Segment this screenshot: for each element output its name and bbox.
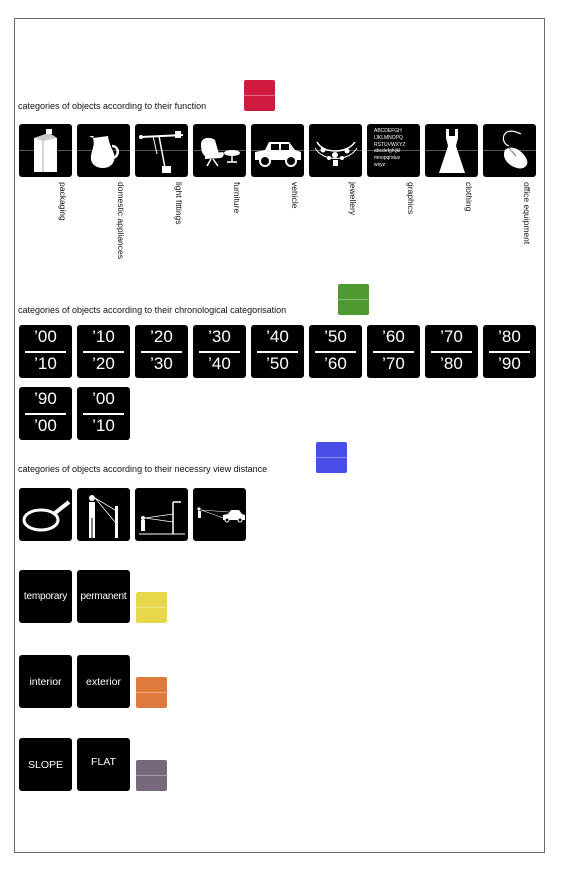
distance-near-tile[interactable] bbox=[77, 488, 130, 541]
person-far-object-icon bbox=[135, 488, 188, 541]
era-from-label: ’10 bbox=[92, 327, 115, 346]
era-to-label: ’40 bbox=[208, 354, 231, 373]
era-to-label: ’60 bbox=[324, 354, 347, 373]
era-tile[interactable] bbox=[77, 325, 130, 378]
interior-label: interior bbox=[29, 675, 62, 688]
clothing-tile[interactable] bbox=[425, 124, 478, 177]
era-from-label: ’40 bbox=[266, 327, 289, 346]
jug-icon bbox=[77, 124, 130, 177]
alphabet-line: IJKLMNOPQ bbox=[374, 134, 403, 141]
light-fittings-tile[interactable] bbox=[135, 124, 188, 177]
era-tile[interactable] bbox=[483, 325, 536, 378]
era-to-label: ’80 bbox=[440, 354, 463, 373]
label-office-equipment: office equipment bbox=[522, 182, 532, 245]
milk-carton-icon bbox=[19, 124, 72, 177]
era-to-label: ’30 bbox=[150, 354, 173, 373]
exterior-label: exterior bbox=[85, 675, 121, 688]
function-heading: categories of objects according to their function bbox=[18, 101, 207, 111]
slope-tile[interactable] bbox=[19, 738, 72, 791]
lounge-chair-icon bbox=[193, 124, 246, 177]
label-domestic-appliances: domestic appliances bbox=[116, 182, 126, 260]
era-to-label: ’00 bbox=[34, 416, 57, 435]
exterior-tile[interactable] bbox=[77, 655, 130, 708]
era-from-label: ’80 bbox=[498, 327, 521, 346]
distance-mid-tile[interactable] bbox=[135, 488, 188, 541]
era-from-label: ’20 bbox=[150, 327, 173, 346]
era-to-label: ’20 bbox=[92, 354, 115, 373]
era-divider bbox=[141, 351, 182, 353]
alphabet-line: abcdefghijkl bbox=[374, 148, 401, 155]
label-jewellery: jewellery bbox=[348, 182, 358, 216]
era-divider bbox=[431, 351, 472, 353]
era-divider bbox=[83, 413, 124, 415]
era-to-label: ’70 bbox=[382, 354, 405, 373]
era-tile[interactable] bbox=[19, 325, 72, 378]
chronology-color-swatch bbox=[338, 284, 369, 315]
era-divider bbox=[199, 351, 240, 353]
packaging-tile[interactable] bbox=[19, 124, 72, 177]
necklace-icon bbox=[309, 124, 362, 177]
graphics-tile[interactable] bbox=[367, 124, 420, 177]
car-far-icon bbox=[193, 488, 246, 541]
furniture-tile[interactable] bbox=[193, 124, 246, 177]
function-color-swatch bbox=[244, 80, 275, 111]
era-divider bbox=[83, 351, 124, 353]
label-graphics: graphics bbox=[406, 182, 416, 215]
surface-color-swatch bbox=[136, 760, 167, 791]
magnifier-icon bbox=[19, 488, 72, 541]
era-divider bbox=[315, 351, 356, 353]
era-from-label: ’30 bbox=[208, 327, 231, 346]
alphabet-line: ABCDEFGH bbox=[374, 128, 402, 134]
flat-label: FLAT bbox=[91, 755, 116, 768]
era-from-label: ’70 bbox=[440, 327, 463, 346]
distance-heading: categories of objects according to their necessry view distance bbox=[18, 464, 268, 474]
office-equipment-tile[interactable] bbox=[483, 124, 536, 177]
era-tile[interactable] bbox=[309, 325, 362, 378]
era-tile[interactable] bbox=[19, 387, 72, 440]
era-tile[interactable] bbox=[367, 325, 420, 378]
distance-color-swatch bbox=[316, 442, 347, 473]
era-to-label: ’90 bbox=[498, 354, 521, 373]
label-light-fittings: light fittings bbox=[174, 182, 184, 225]
era-divider bbox=[25, 413, 66, 415]
vehicle-tile[interactable] bbox=[251, 124, 304, 177]
era-tile[interactable] bbox=[425, 325, 478, 378]
era-from-label: ’60 bbox=[382, 327, 405, 346]
era-tile[interactable] bbox=[193, 325, 246, 378]
desk-lamp-icon bbox=[135, 124, 188, 177]
label-clothing: clothing bbox=[464, 182, 474, 212]
era-from-label: ’00 bbox=[92, 389, 115, 408]
person-near-object-icon bbox=[77, 488, 130, 541]
permanent-tile[interactable] bbox=[77, 570, 130, 623]
permanent-label: permanent bbox=[80, 591, 127, 602]
era-divider bbox=[257, 351, 298, 353]
era-divider bbox=[489, 351, 530, 353]
era-tile[interactable] bbox=[251, 325, 304, 378]
label-vehicle: vehicle bbox=[290, 182, 300, 209]
era-divider bbox=[373, 351, 414, 353]
distance-far-tile[interactable] bbox=[193, 488, 246, 541]
jewellery-tile[interactable] bbox=[309, 124, 362, 177]
era-from-label: ’50 bbox=[324, 327, 347, 346]
temporary-label: temporary bbox=[23, 591, 68, 602]
era-from-label: ’90 bbox=[34, 389, 57, 408]
car-icon bbox=[251, 124, 304, 177]
chronology-heading: categories of objects according to their chronological categorisation bbox=[18, 305, 287, 315]
mouse-icon bbox=[483, 124, 536, 177]
label-furniture: furniture bbox=[232, 182, 242, 214]
interior-tile[interactable] bbox=[19, 655, 72, 708]
label-packaging: packaging bbox=[58, 182, 68, 221]
dress-icon bbox=[425, 124, 478, 177]
era-divider bbox=[25, 351, 66, 353]
era-to-label: ’50 bbox=[266, 354, 289, 373]
era-from-label: ’00 bbox=[34, 327, 57, 346]
era-tile[interactable] bbox=[135, 325, 188, 378]
distance-close-tile[interactable] bbox=[19, 488, 72, 541]
era-to-label: ’10 bbox=[92, 416, 115, 435]
location-color-swatch bbox=[136, 677, 167, 708]
temporary-tile[interactable] bbox=[19, 570, 72, 623]
flat-tile[interactable] bbox=[77, 738, 130, 791]
alphabet-line: wxyz bbox=[374, 161, 386, 168]
alphabet-line: RSTUVWXYZ bbox=[374, 141, 406, 148]
slope-label: SLOPE bbox=[27, 758, 64, 771]
alphabet-icon bbox=[374, 128, 418, 169]
alphabet-line: mnopqrstuv bbox=[374, 155, 401, 162]
era-tile[interactable] bbox=[77, 387, 130, 440]
domestic-appliances-tile[interactable] bbox=[77, 124, 130, 177]
era-to-label: ’10 bbox=[34, 354, 57, 373]
duration-color-swatch bbox=[136, 592, 167, 623]
